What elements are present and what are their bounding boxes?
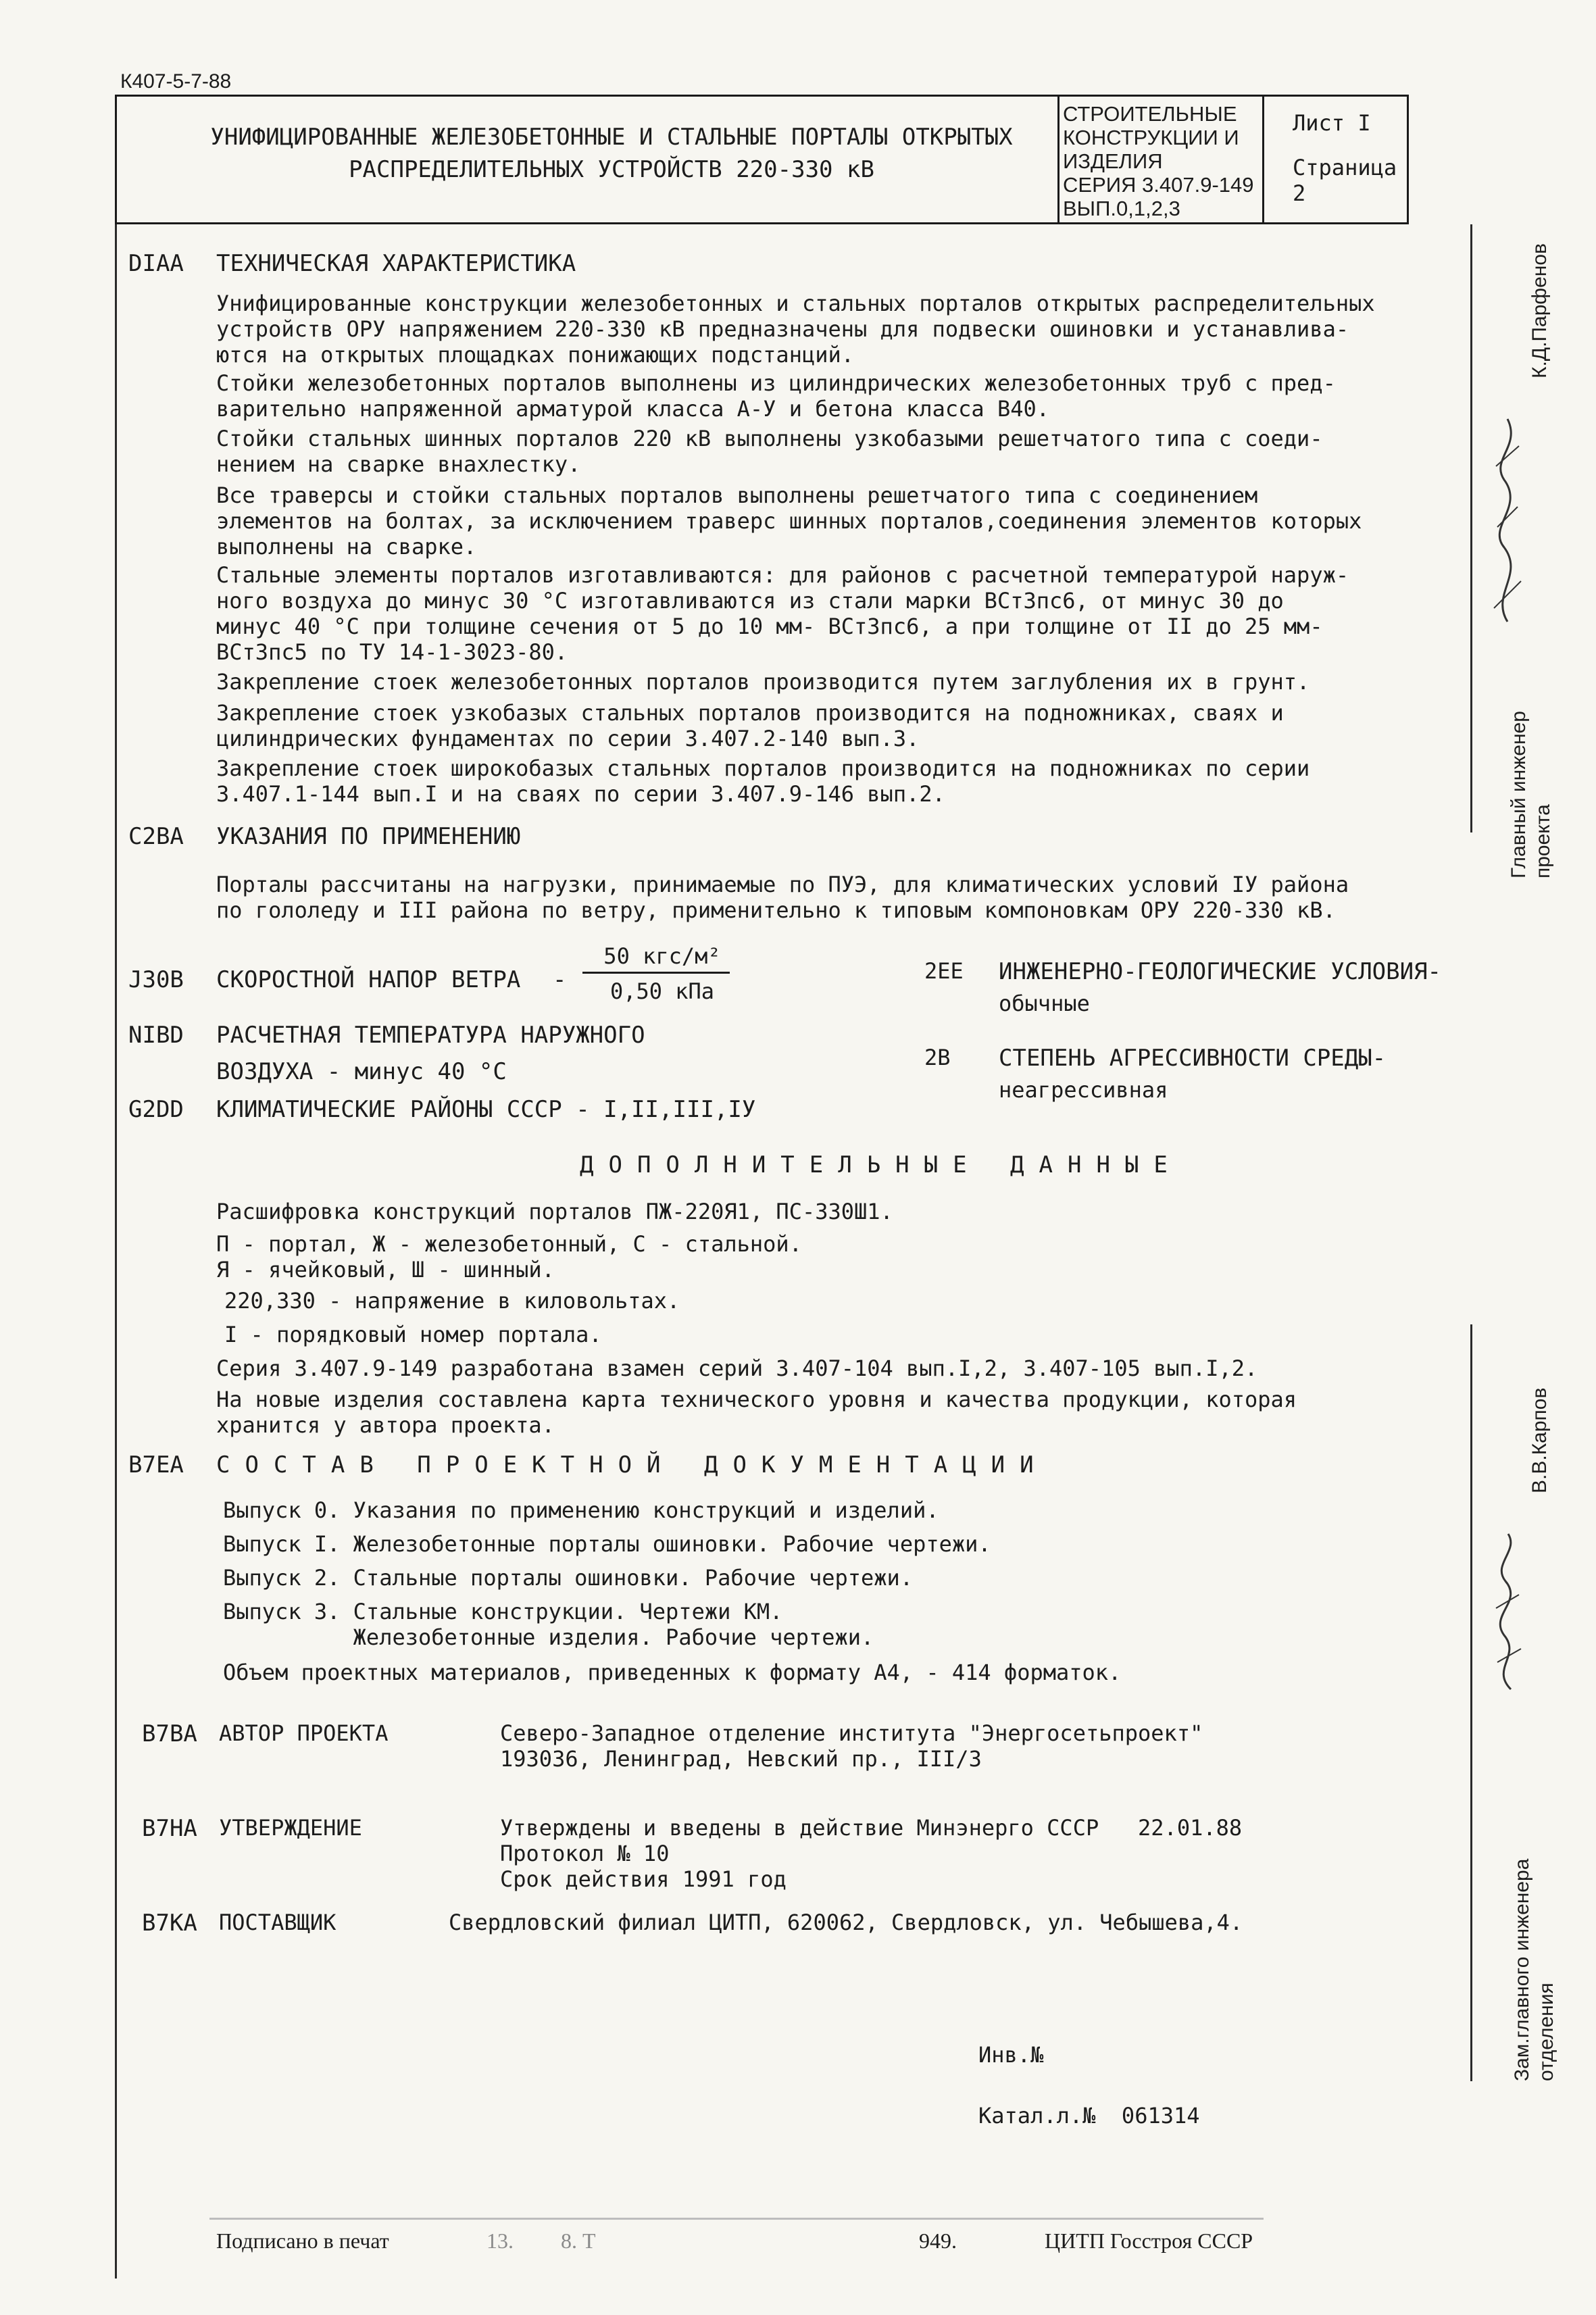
- text-line: Порталы рассчитаны на нагрузки, принимаемые по ПУЭ, для климатических условий IУ района: [216, 872, 1349, 897]
- extra-series: Серия 3.407.9-149 разработана взамен серий 3.407-104 вып.I,2, 3.407-105 вып.I,2.: [216, 1355, 1258, 1381]
- category-block: [1063, 102, 1254, 220]
- text-line: П - портал, Ж - железобетонный, С - стальной.: [216, 1231, 802, 1257]
- left-margin-rule: [115, 224, 117, 2279]
- text-line: Стойки железобетонных порталов выполнены из цилиндрических железобетонных труб с пред-: [216, 370, 1336, 396]
- section-code: C2BA: [128, 823, 184, 850]
- category-line: СТРОИТЕЛЬНЫЕ: [1063, 102, 1237, 126]
- geo-value: обычные: [999, 991, 1090, 1016]
- text-line: варительно напряженной арматурой класса А-У и бетона класса В40.: [216, 396, 1049, 422]
- text-line: Закрепление стоек широкобазых стальных порталов производится на подножниках по серии: [216, 755, 1310, 781]
- side-deputy: Зам.главного инженера отделения: [1511, 1858, 1557, 2081]
- text-line: хранится у автора проекта.: [216, 1412, 555, 1438]
- document-code: К407-5-7-88: [120, 70, 232, 93]
- extra-heading: ДОПОЛНИТЕЛЬНЫЕ ДАННЫЕ: [580, 1151, 1182, 1178]
- text-line: Северо-Западное отделение института "Энергосетьпроект": [500, 1720, 1203, 1746]
- extra-voltage: 220,330 - напряжение в киловольтах.: [224, 1288, 680, 1314]
- text-line: выполнены на сварке.: [216, 534, 477, 559]
- temp-line-1: РАСЧЕТНАЯ ТЕМПЕРАТУРА НАРУЖНОГО: [216, 1022, 645, 1049]
- author-label: АВТОР ПРОЕКТА: [219, 1720, 389, 1746]
- category-line: ВЫП.0,1,2,3: [1063, 197, 1180, 220]
- section-code: B7EA: [128, 1451, 184, 1478]
- section-code: NIBD: [128, 1022, 184, 1049]
- catalog-number: Катал.л.№ 061314: [978, 2103, 1200, 2129]
- aggr-value: неагрессивная: [999, 1077, 1168, 1103]
- section-code: B7KA: [142, 1910, 197, 1937]
- tech-paragraph: [216, 669, 1310, 695]
- section-code: 2EE: [924, 958, 964, 984]
- composition-item: Выпуск 3. Стальные конструкции. Чертежи КМ.: [223, 1599, 783, 1624]
- footer-date-faded: 13.: [487, 2229, 514, 2253]
- tech-paragraph: [216, 370, 1336, 422]
- side-chief-engineer: Главный инженер проекта: [1507, 711, 1554, 878]
- aggr-label: СТЕПЕНЬ АГРЕССИВНОСТИ СРЕДЫ-: [999, 1045, 1387, 1072]
- text-line: нением на сварке внахлестку.: [216, 451, 581, 477]
- text-line: 193036, Ленинград, Невский пр., III/3: [500, 1746, 982, 1772]
- composition-item: Железобетонные изделия. Рабочие чертежи.: [223, 1624, 874, 1650]
- text-line: по гололеду и III района по ветру, применительно к типовым компоновкам ОРУ 220-330 кВ.: [216, 897, 1336, 923]
- text-line: элементов на болтах, за исключением траверс шинных порталов,соединения элементов которых: [216, 508, 1362, 534]
- tech-paragraph: [216, 482, 1362, 559]
- supplier-text: Свердловский филиал ЦИТП, 620062, Свердловск, ул. Чебышева,4.: [449, 1910, 1243, 1935]
- fraction-bar: [582, 972, 730, 974]
- composition-item: Выпуск 0. Указания по применению конструкций и изделий.: [223, 1497, 939, 1523]
- text-line: Я - ячейковый, Ш - шинный.: [216, 1257, 555, 1283]
- side-rule-top: [1470, 224, 1472, 832]
- composition-item: Объем проектных материалов, приведенных к формату А4, - 414 форматок.: [223, 1660, 1122, 1685]
- section-code: G2DD: [128, 1096, 184, 1123]
- composition-item: Выпуск 2. Стальные порталы ошиновки. Рабочие чертежи.: [223, 1565, 914, 1591]
- footer-print-faded: 8. Т: [561, 2229, 596, 2253]
- text-line: Срок действия 1991 год: [500, 1866, 787, 1892]
- text-line: Утверждены и введены в действие Минэнерго СССР 22.01.88: [500, 1815, 1243, 1841]
- temp-line-2: ВОЗДУХА - минус 40 °С: [216, 1058, 507, 1085]
- text-line: На новые изделия составлена карта технического уровня и качества продукции, которая: [216, 1387, 1297, 1412]
- section-code: B7HA: [142, 1815, 197, 1842]
- title-line-1: УНИФИЦИРОВАННЫЕ ЖЕЛЕЗОБЕТОННЫЕ И СТАЛЬНЫЕ ПОРТАЛЫ ОТКРЫТЫХ: [210, 124, 1013, 151]
- usage-text: [216, 872, 1349, 923]
- text-line: ного воздуха до минус 30 °С изготавливаются из стали марки ВСт3пс6, от минус 30 до: [216, 588, 1284, 614]
- category-line: ИЗДЕЛИЯ: [1063, 149, 1163, 173]
- footer-publisher: ЦИТП Госстроя СССР: [1045, 2229, 1253, 2253]
- side-rule-bottom: [1470, 1324, 1472, 2081]
- text-line: 3.407.1-144 вып.I и на сваях по серии 3.407.9-146 вып.2.: [216, 781, 945, 807]
- approval-label: УТВЕРЖДЕНИЕ: [219, 1815, 362, 1841]
- extra-ordinal: I - порядковый номер портала.: [224, 1322, 602, 1347]
- side-chief-name: К.Д.Парфенов: [1528, 243, 1551, 378]
- tech-paragraph: [216, 291, 1375, 368]
- text-line: ются на открытых площадках понижающих подстанций.: [216, 342, 855, 368]
- author-text: [500, 1720, 1203, 1772]
- wind-label: СКОРОСТНОЙ НАПОР ВЕТРА: [216, 966, 521, 993]
- text-line: Протокол № 10: [500, 1841, 670, 1866]
- section-code: DIAA: [128, 250, 184, 277]
- text-line: Закрепление стоек железобетонных порталов производится путем заглубления их в грунт.: [216, 669, 1310, 695]
- sheet-number: Лист I: [1293, 110, 1371, 136]
- climate-text: КЛИМАТИЧЕСКИЕ РАЙОНЫ СССР - I,II,III,IУ: [216, 1096, 756, 1123]
- section-heading: УКАЗАНИЯ ПО ПРИМЕНЕНИЮ: [216, 823, 521, 850]
- tech-paragraph: [216, 426, 1323, 477]
- signature-deputy: [1484, 1527, 1531, 1696]
- extra-legend: [216, 1231, 802, 1283]
- geo-label: ИНЖЕНЕРНО-ГЕОЛОГИЧЕСКИЕ УСЛОВИЯ-: [999, 958, 1442, 985]
- category-line: СЕРИЯ 3.407.9-149: [1063, 173, 1254, 197]
- extra-decode: Расшифровка конструкций порталов ПЖ-220Я1, ПС-330Ш1.: [216, 1199, 893, 1224]
- category-line: КОНСТРУКЦИИ И: [1063, 126, 1239, 149]
- wind-numerator: 50 кгс/м²: [603, 943, 721, 969]
- title-line-2: РАСПРЕДЕЛИТЕЛЬНЫХ УСТРОЙСТВ 220-330 кВ: [349, 156, 874, 183]
- section-heading: ТЕХНИЧЕСКАЯ ХАРАКТЕРИСТИКА: [216, 250, 576, 277]
- footer-rule: [209, 2218, 1264, 2220]
- approval-text: [500, 1815, 1242, 1892]
- signature-chief: [1484, 405, 1531, 628]
- side-deputy-name: В.В.Карпов: [1528, 1387, 1551, 1493]
- text-line: Все траверсы и стойки стальных порталов выполнены решетчатого типа с соединением: [216, 482, 1258, 508]
- footer-signed: Подписано в печат: [216, 2229, 389, 2253]
- tech-paragraph: [216, 700, 1284, 751]
- wind-denominator: 0,50 кПа: [609, 978, 715, 1004]
- tech-paragraph: [216, 562, 1349, 665]
- section-code: J30B: [128, 966, 184, 993]
- text-line: Стойки стальных шинных порталов 220 кВ выполнены узкобазыми решетчатого типа с соеди-: [216, 426, 1323, 451]
- inventory-number: Инв.№: [978, 2042, 1044, 2068]
- section-code: 2B: [924, 1045, 951, 1070]
- title-block: [115, 95, 1409, 224]
- footer-order-number: 949.: [919, 2229, 957, 2253]
- extra-card: [216, 1387, 1297, 1438]
- text-line: устройств ОРУ напряжением 220-330 кВ предназначены для подвески ошиновки и устанавлива-: [216, 316, 1349, 342]
- section-code: B7BA: [142, 1720, 197, 1747]
- tech-paragraph: [216, 755, 1310, 807]
- text-line: Стальные элементы порталов изготавливаются: для районов с расчетной температурой наруж-: [216, 562, 1349, 588]
- supplier-label: ПОСТАВЩИК: [219, 1910, 336, 1935]
- text-line: цилиндрических фундаментах по серии 3.407.2-140 вып.3.: [216, 726, 920, 751]
- section-heading: СОСТАВ ПРОЕКТНОЙ ДОКУМЕНТАЦИИ: [216, 1451, 1049, 1478]
- text-line: ВСт3пс5 по ТУ 14-1-3023-80.: [216, 639, 568, 665]
- composition-item: Выпуск I. Железобетонные порталы ошиновки. Рабочие чертежи.: [223, 1531, 991, 1557]
- title-block-title: [172, 121, 1051, 186]
- text-line: минус 40 °С при толщине сечения от 5 до 10 мм- ВСт3пс6, а при толщине от II до 25 мм-: [216, 614, 1323, 639]
- text-line: Унифицированные конструкции железобетонных и стальных порталов открытых распределительных: [216, 291, 1375, 316]
- text-line: Закрепление стоек узкобазых стальных порталов производится на подножниках, сваях и: [216, 700, 1284, 726]
- wind-dash: -: [553, 966, 567, 993]
- page-number: Страница 2: [1293, 155, 1397, 206]
